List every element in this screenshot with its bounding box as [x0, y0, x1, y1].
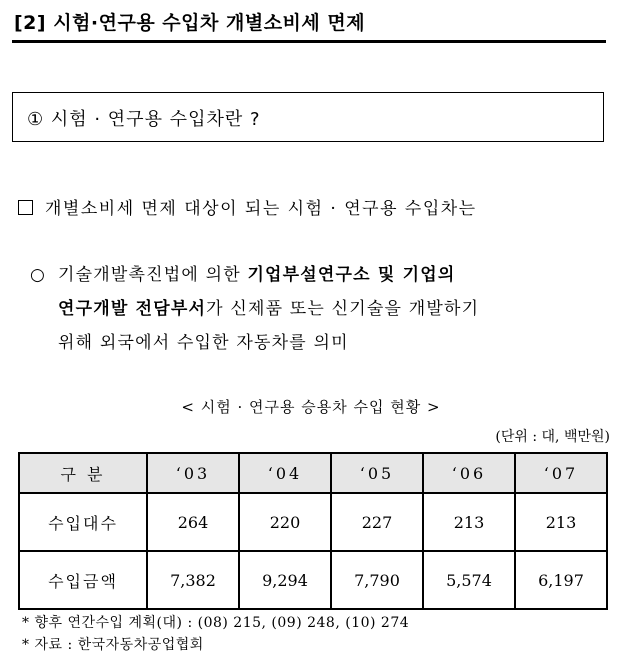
footnote-source: * 자료 : 한국자동차공업협회: [22, 637, 204, 653]
header-category: 구 분: [19, 453, 147, 493]
definition-line-2: [30, 292, 612, 326]
definition-paragraph: [30, 258, 612, 360]
definition-line-3: [30, 326, 612, 360]
import-table: [18, 452, 608, 610]
table-cell: 213: [515, 493, 607, 551]
table-cell: 9,294: [239, 551, 331, 609]
header-year: ‘04: [239, 453, 331, 493]
question-title: ① 시험 · 연구용 수입차란 ?: [27, 109, 261, 130]
header-year: ‘07: [515, 453, 607, 493]
header-year: ‘06: [423, 453, 515, 493]
table-cell: 213: [423, 493, 515, 551]
circle-bullet-icon: ○: [30, 265, 47, 285]
header-year: ‘03: [147, 453, 239, 493]
table-header-row: [19, 453, 607, 493]
table-cell: 7,790: [331, 551, 423, 609]
intro-paragraph: [18, 194, 477, 219]
heading-underline: [12, 40, 606, 43]
table-cell: 264: [147, 493, 239, 551]
table-row: [19, 551, 607, 609]
row-label: 수입대수: [19, 493, 147, 551]
row-label: 수입금액: [19, 551, 147, 609]
header-year: ‘05: [331, 453, 423, 493]
definition-text-2: 가 신제품 또는 신기술을 개발하기: [206, 299, 480, 319]
footnote-plan: * 향후 연간수입 계획(대) : (08) 215, (09) 248, (10) 274: [22, 615, 410, 631]
table-caption: < 시험 · 연구용 승용차 수입 현황 >: [181, 398, 441, 416]
intro-text: 개별소비세 면제 대상이 되는 시험 · 연구용 수입차는: [45, 199, 477, 219]
section-heading: [2] 시험·연구용 수입차 개별소비세 면제: [14, 12, 366, 34]
definition-text-3: 위해 외국에서 수입한 자동차를 의미: [58, 333, 349, 353]
table-cell: 220: [239, 493, 331, 551]
question-box: [12, 92, 604, 142]
definition-text-1: 기술개발촉진법에 의한: [58, 265, 248, 285]
table-cell: 6,197: [515, 551, 607, 609]
table-cell: 5,574: [423, 551, 515, 609]
table-row: [19, 493, 607, 551]
definition-line-1: [30, 258, 612, 292]
unit-note: (단위 : 대, 백만원): [495, 429, 610, 445]
definition-bold-1: 기업부설연구소 및 기업의: [247, 265, 456, 285]
table-cell: 227: [331, 493, 423, 551]
definition-bold-2: 연구개발 전담부서: [58, 299, 207, 319]
square-bullet-icon: [18, 200, 33, 215]
table-cell: 7,382: [147, 551, 239, 609]
